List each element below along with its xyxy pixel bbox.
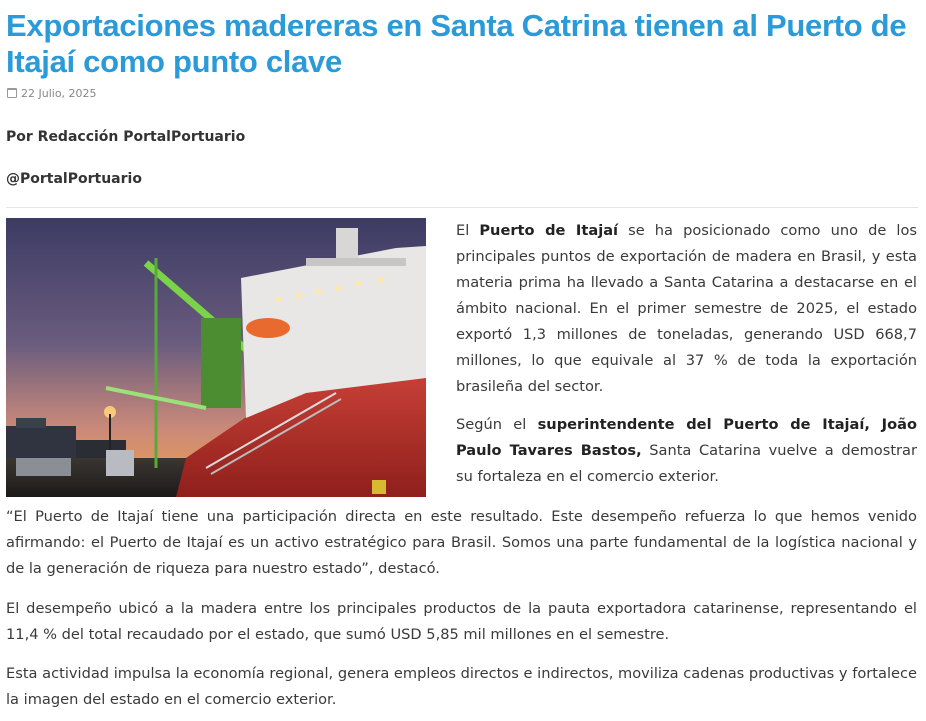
paragraph-3: “El Puerto de Itajaí tiene una participación directa en este resultado. Este desempeño refuerza lo que hemos venido afirmando: el Puerto de Itajaí es un activo estratégico para Brasil. Somos una parte fundamental de la logística nacional y de la generación de riqueza para nuestro estado”, destacó. xyxy=(6,508,917,577)
article-title: Exportaciones madereras en Santa Catrina tienen al Puerto de Itajaí como punto clave xyxy=(6,8,907,79)
article-date-text: 22 Julio, 2025 xyxy=(21,87,97,100)
article-photo xyxy=(6,218,426,497)
p1-text-c: se ha posicionado como uno de los principales puntos de exportación de madera en Brasil, y esta materia prima ha llevado a Santa Catarina a destacarse en el ámbito nacional. En el primer semestre de 2025, el estado exportó 1,3 millones de toneladas, generando USD 668,7 millones, lo que equivale al 37 % de toda la exportación brasileña del sector. xyxy=(456,222,917,395)
p1-text-a: El xyxy=(456,222,480,239)
header-divider xyxy=(6,207,918,208)
article-author: Por Redacción PortalPortuario xyxy=(6,129,246,145)
article-date xyxy=(7,87,97,100)
p2-bold: superintendente del Puerto de Itajaí, João Paulo Tavares Bastos, xyxy=(456,416,917,459)
paragraph-1 xyxy=(456,218,917,400)
paragraph-5: Esta actividad impulsa la economía regional, genera empleos directos e indirectos, moviliza cadenas productivas y fortalece la imagen del estado en el comercio exterior. xyxy=(6,665,917,708)
paragraph-2 xyxy=(456,412,917,490)
article-handle[interactable]: @PortalPortuario xyxy=(6,171,142,187)
calendar-icon xyxy=(7,88,17,98)
paragraph-4: El desempeño ubicó a la madera entre los principales productos de la pauta exportadora catarinense, representando el 11,4 % del total recaudado por el estado, que sumó USD 5,85 mil millones en el semestre. xyxy=(6,600,917,643)
p2-text-c: Santa Catarina vuelve a demostrar su fortaleza en el comercio exterior. xyxy=(456,442,917,485)
p1-bold: Puerto de Itajaí xyxy=(479,222,619,239)
p2-text-a: Según el xyxy=(456,416,538,433)
